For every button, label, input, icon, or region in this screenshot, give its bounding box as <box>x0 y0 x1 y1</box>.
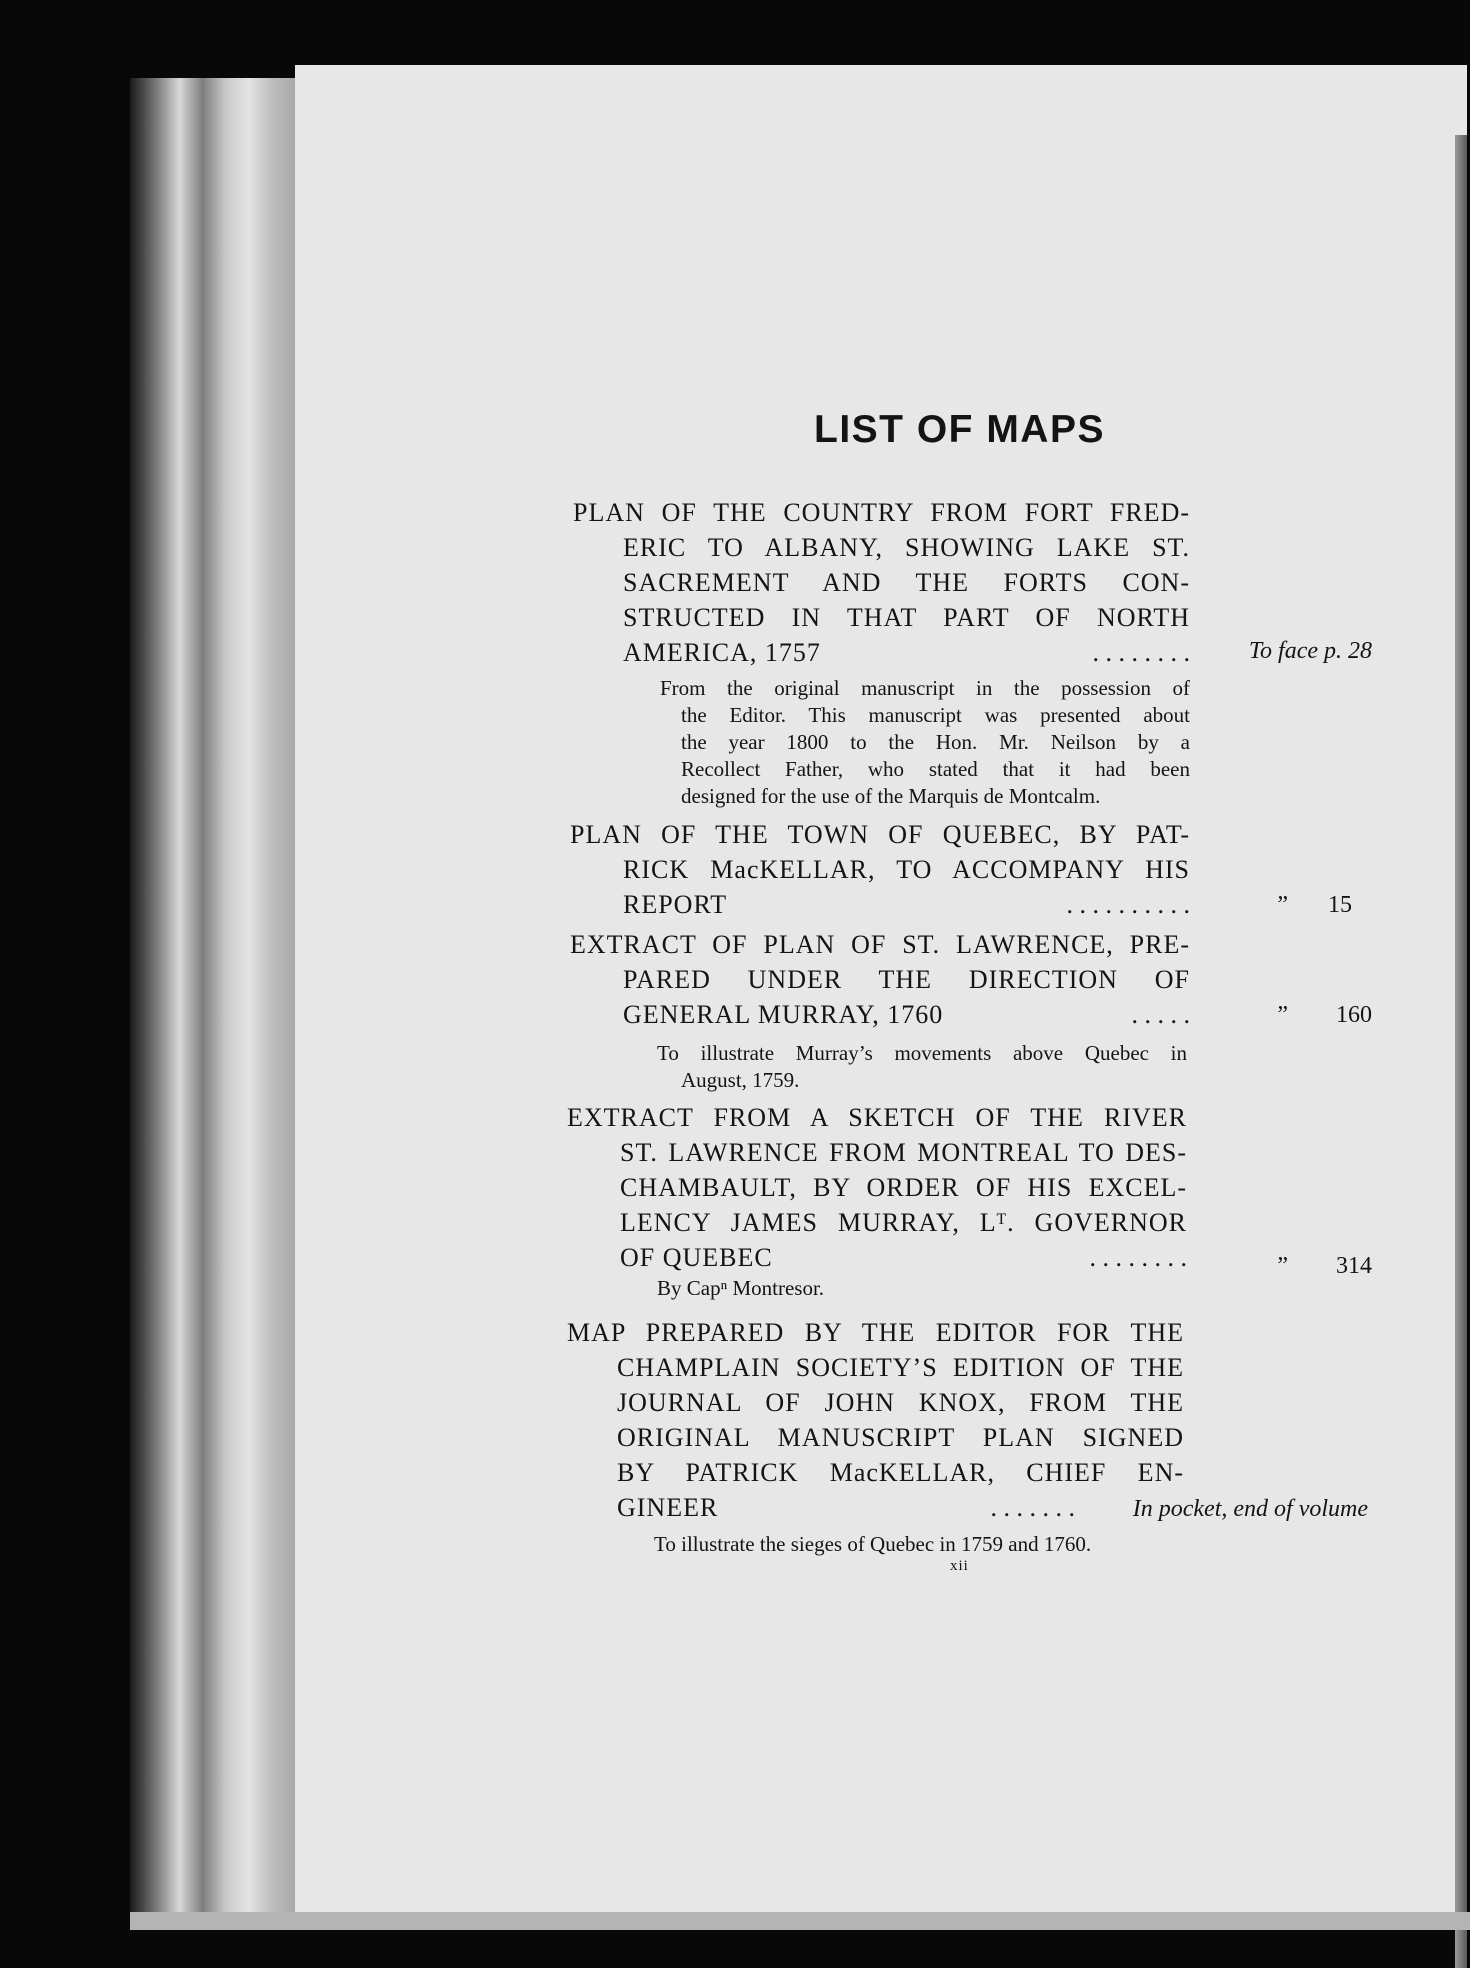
book-page <box>295 65 1467 1928</box>
entry-1-note-line-3: the year 1800 to the Hon. Mr. Neilson by a <box>681 730 1190 754</box>
entry-3-last-line: GENERAL MURRAY, 1760 <box>623 1000 944 1029</box>
page-number: xii <box>950 1558 969 1574</box>
entry-1-line-3: SACREMENT AND THE FORTS CON- <box>623 568 1190 597</box>
page-title: LIST OF MAPS <box>814 408 1105 451</box>
entry-4-leader-dots: . . . . . . . . <box>1089 1243 1187 1272</box>
entry-5-line-3: JOURNAL OF JOHN KNOX, FROM THE <box>617 1388 1184 1417</box>
entry-4-line-4: LENCY JAMES MURRAY, Lᵀ. GOVERNOR <box>620 1208 1187 1237</box>
entry-4-line-2: ST. LAWRENCE FROM MONTREAL TO DES- <box>620 1138 1187 1167</box>
entry-5-line-4: ORIGINAL MANUSCRIPT PLAN SIGNED <box>617 1423 1184 1452</box>
entry-1-note-last: designed for the use of the Marquis de Montcalm. <box>681 784 1101 808</box>
entry-4-ditto-mark: ” <box>1277 1253 1288 1279</box>
entry-4-page-ref: 314 <box>1336 1253 1372 1279</box>
entry-3-ditto-mark: ” <box>1277 1002 1288 1028</box>
entry-1-note-line-2: the Editor. This manuscript was presented about <box>681 703 1190 727</box>
entry-1-leader-dots: . . . . . . . . <box>1092 638 1190 667</box>
entry-1-note-line-4: Recollect Father, who stated that it had been <box>681 757 1190 781</box>
entry-4-last-line: OF QUEBEC <box>620 1243 773 1272</box>
entry-1-last-line: AMERICA, 1757 <box>623 638 821 667</box>
entry-3-note-last: August, 1759. <box>681 1068 800 1092</box>
entry-1-line-1: PLAN OF THE COUNTRY FROM FORT FRED- <box>573 498 1190 527</box>
entry-3-leader-dots: . . . . . <box>1131 1000 1190 1029</box>
entry-4-note-last: By Capⁿ Montresor. <box>657 1276 825 1300</box>
entry-1-line-4: STRUCTED IN THAT PART OF NORTH <box>623 603 1190 632</box>
entry-1-line-2: ERIC TO ALBANY, SHOWING LAKE ST. <box>623 533 1190 562</box>
entry-2-leader-dots: . . . . . . . . . . <box>1066 890 1190 919</box>
page-edge-shadow <box>1455 135 1467 1968</box>
entry-5-line-1: MAP PREPARED BY THE EDITOR FOR THE <box>567 1318 1184 1347</box>
entry-2-line-2: RICK MacKELLAR, TO ACCOMPANY HIS <box>623 855 1190 884</box>
book-spine <box>130 78 295 1928</box>
entry-2-page-ref: 15 <box>1328 892 1352 918</box>
entry-4-line-1: EXTRACT FROM A SKETCH OF THE RIVER <box>567 1103 1187 1132</box>
entry-5-leader-dots: . . . . . . . <box>990 1493 1075 1522</box>
entry-1-note-line-1: From the original manuscript in the possession of <box>660 676 1190 700</box>
entry-3-note-line-1: To illustrate Murray’s movements above Quebec in <box>657 1041 1187 1065</box>
entry-5-page-ref: In pocket, end of volume <box>1132 1496 1368 1522</box>
entry-3-line-1: EXTRACT OF PLAN OF ST. LAWRENCE, PRE- <box>570 930 1190 959</box>
entry-5-line-2: CHAMPLAIN SOCIETY’S EDITION OF THE <box>617 1353 1184 1382</box>
entry-3-page-ref: 160 <box>1336 1002 1372 1028</box>
page-bottom-edge <box>130 1912 1470 1930</box>
entry-1-page-ref: To face p. 28 <box>1248 638 1372 664</box>
entry-2-line-1: PLAN OF THE TOWN OF QUEBEC, BY PAT- <box>570 820 1190 849</box>
entry-5-note-last: To illustrate the sieges of Quebec in 1759 and 1760. <box>654 1532 1092 1556</box>
entry-2-ditto-mark: ” <box>1277 892 1288 918</box>
entry-2-last-line: REPORT <box>623 890 728 919</box>
entry-4-line-3: CHAMBAULT, BY ORDER OF HIS EXCEL- <box>620 1173 1187 1202</box>
entry-3-line-2: PARED UNDER THE DIRECTION OF <box>623 965 1190 994</box>
entry-5-last-line: GINEER <box>617 1493 719 1522</box>
entry-5-line-5: BY PATRICK MacKELLAR, CHIEF EN- <box>617 1458 1184 1487</box>
